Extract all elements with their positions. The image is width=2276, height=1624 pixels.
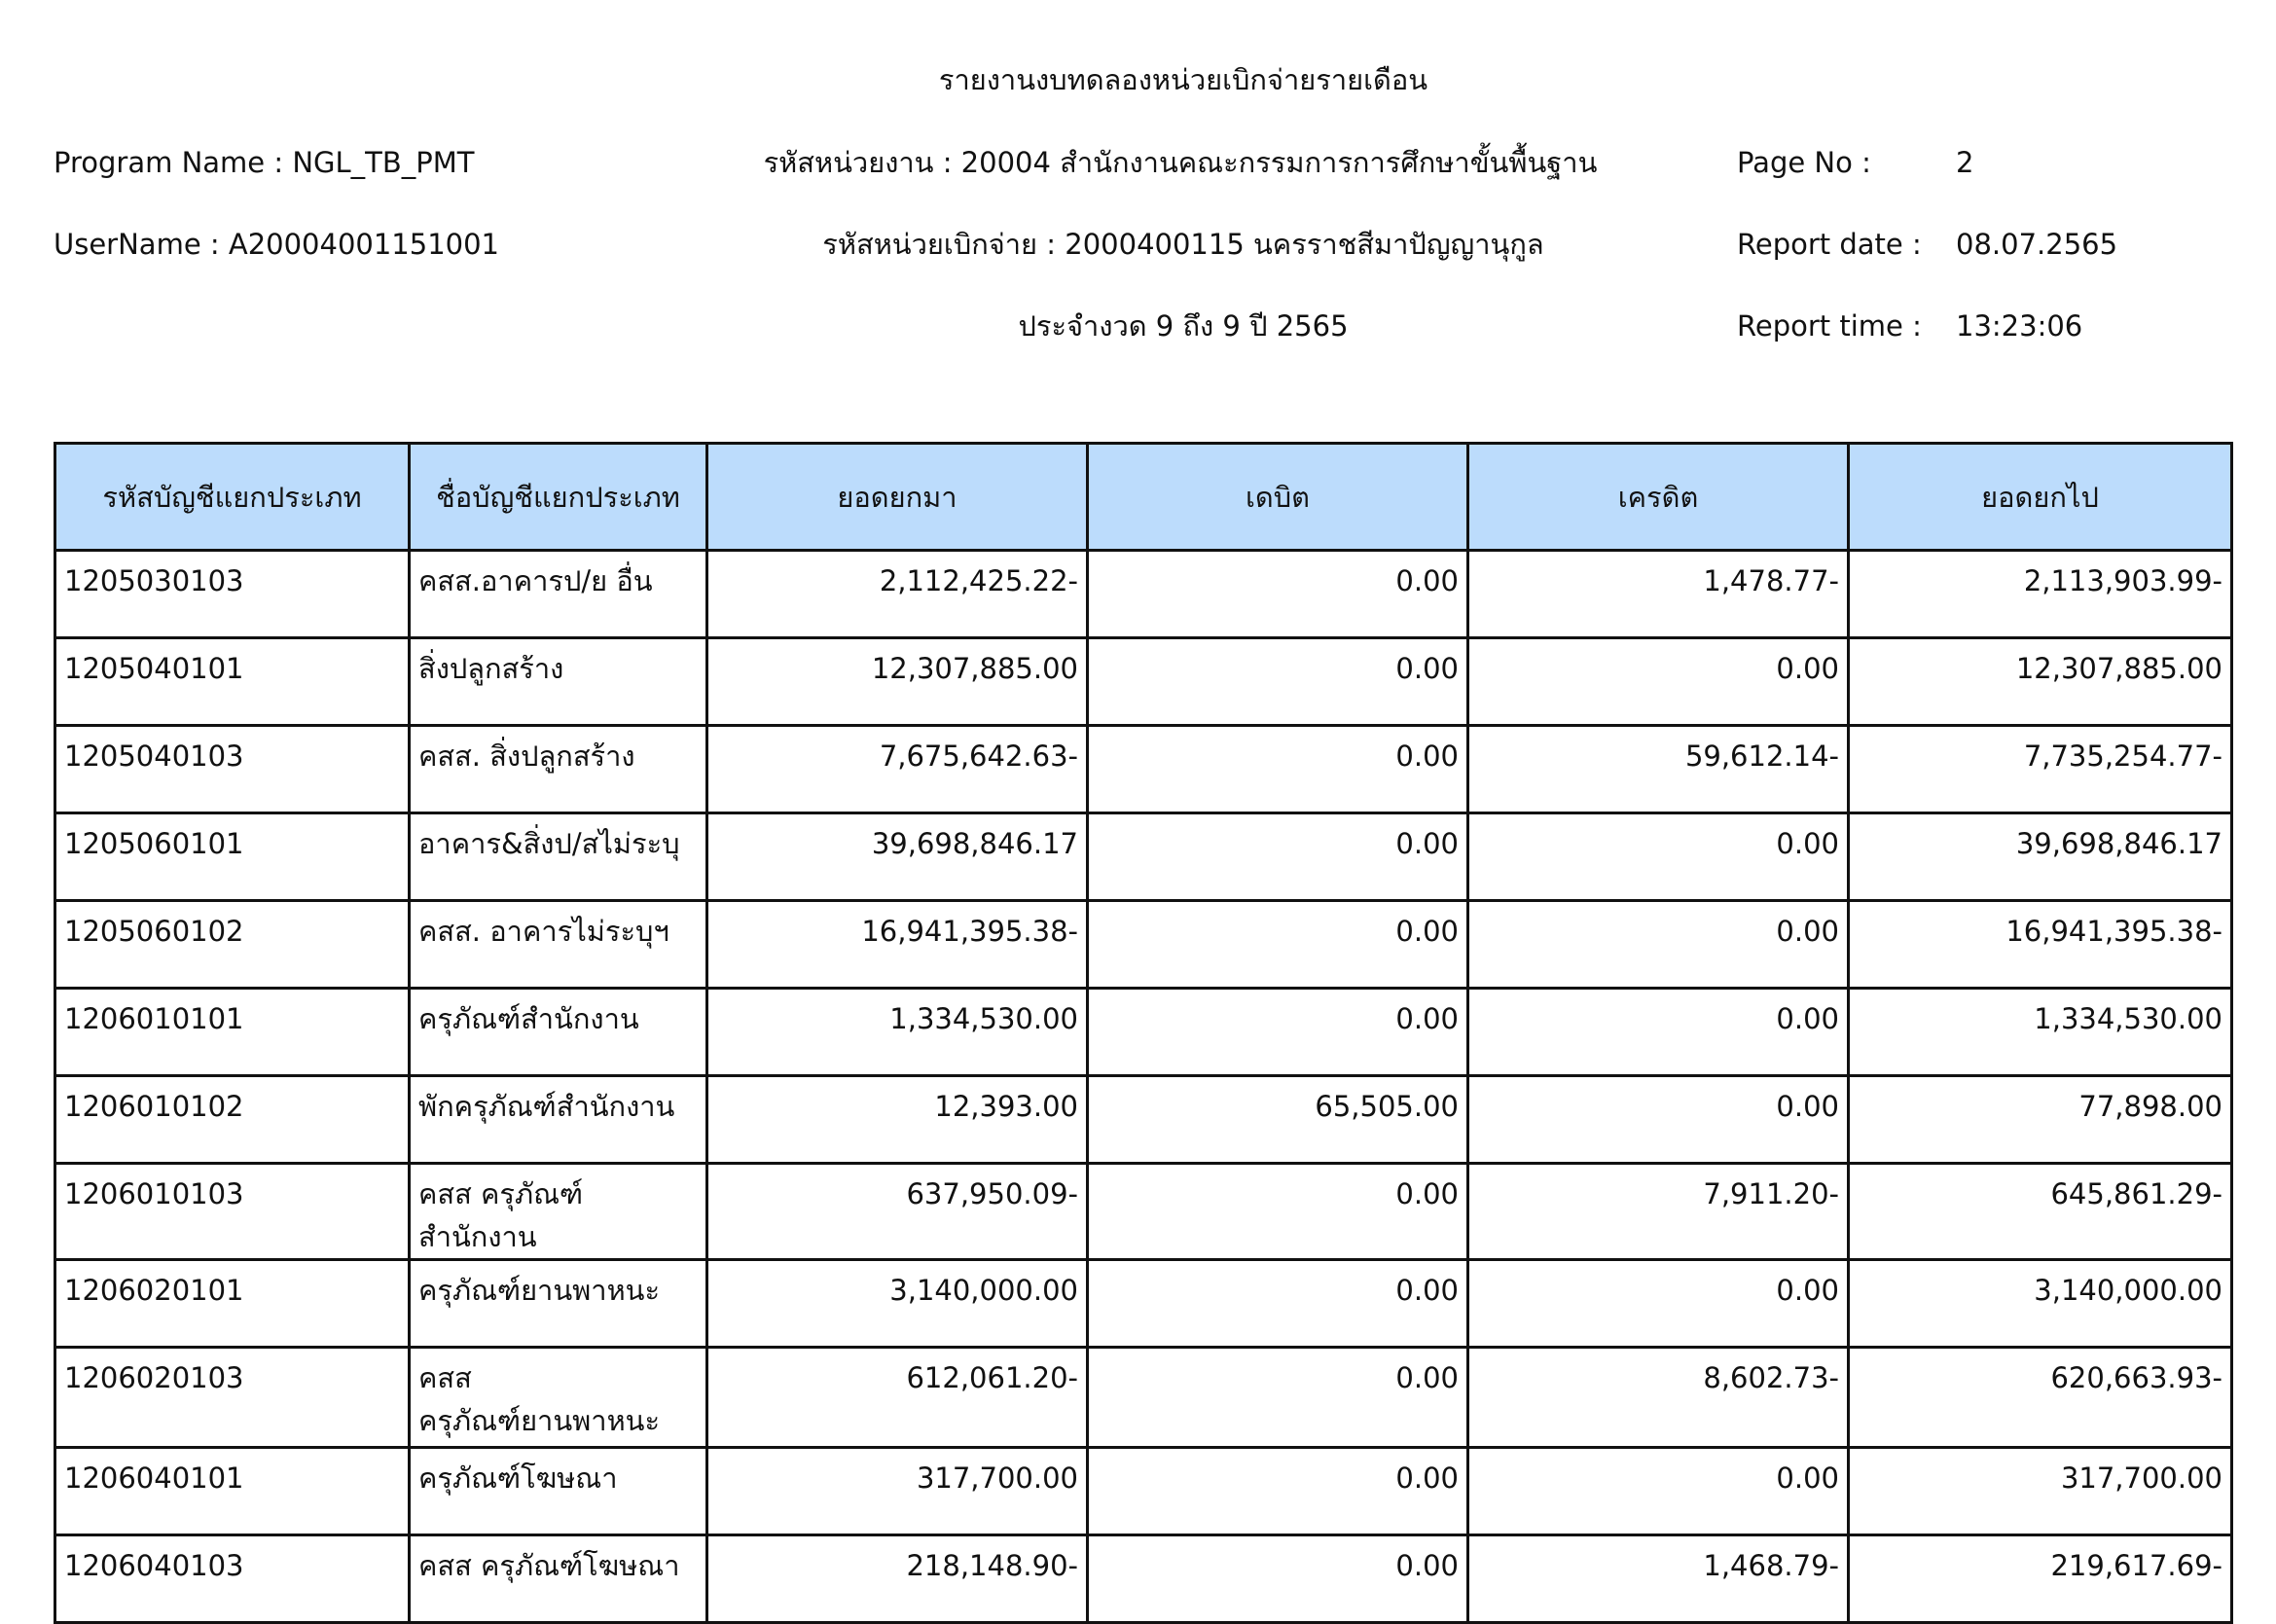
report-date-label: Report date : <box>1737 228 1922 261</box>
account-code-cell: 1205060102 <box>55 901 410 989</box>
table-row <box>55 638 2232 726</box>
debit-cell: 0.00 <box>1088 551 1468 638</box>
debit-cell: 0.00 <box>1088 638 1468 726</box>
brought-forward-cell: 3,140,000.00 <box>707 1260 1088 1348</box>
carried-forward-cell: 1,334,530.00 <box>1849 989 2232 1076</box>
brought-forward-cell: 612,061.20- <box>707 1348 1088 1448</box>
carried-forward-cell: 317,700.00 <box>1849 1448 2232 1535</box>
column-header-brought-forward: ยอดยกมา <box>707 444 1088 551</box>
carried-forward-cell: 2,113,903.99- <box>1849 551 2232 638</box>
credit-cell: 8,602.73- <box>1468 1348 1849 1448</box>
table-row <box>55 1535 2232 1623</box>
carried-forward-cell: 3,140,000.00 <box>1849 1260 2232 1348</box>
brought-forward-cell: 317,700.00 <box>707 1448 1088 1535</box>
report-time-value: 13:23:06 <box>1956 309 2083 343</box>
table-row <box>55 1076 2232 1164</box>
report-time-label: Report time : <box>1737 309 1922 343</box>
debit-cell: 0.00 <box>1088 1535 1468 1623</box>
page-no-label: Page No : <box>1737 146 1871 179</box>
table-row <box>55 813 2232 901</box>
account-code-cell: 1205040101 <box>55 638 410 726</box>
carried-forward-cell: 7,735,254.77- <box>1849 726 2232 813</box>
credit-cell: 0.00 <box>1468 901 1849 989</box>
table-row <box>55 726 2232 813</box>
disbursing-unit: รหัสหน่วยเบิกจ่าย : 2000400115 นครราชสีมาปัญญานุกูล <box>822 228 1544 261</box>
account-code-cell: 1206040101 <box>55 1448 410 1535</box>
table-header-row <box>55 444 2232 551</box>
brought-forward-cell: 12,393.00 <box>707 1076 1088 1164</box>
report-title: รายงานงบทดลองหน่วยเบิกจ่ายรายเดือน <box>938 63 1428 96</box>
column-header-debit: เดบิต <box>1088 444 1468 551</box>
agency-code: รหัสหน่วยงาน : 20004 สำนักงานคณะกรรมการการศึกษาขั้นพื้นฐาน <box>763 146 1598 179</box>
debit-cell: 0.00 <box>1088 726 1468 813</box>
trial-balance-table <box>54 442 2233 1624</box>
carried-forward-cell: 16,941,395.38- <box>1849 901 2232 989</box>
carried-forward-cell: 219,617.69- <box>1849 1535 2232 1623</box>
credit-cell: 0.00 <box>1468 1448 1849 1535</box>
table-row <box>55 1260 2232 1348</box>
account-code-cell: 1206020101 <box>55 1260 410 1348</box>
debit-cell: 0.00 <box>1088 1260 1468 1348</box>
table-row <box>55 1448 2232 1535</box>
brought-forward-cell: 12,307,885.00 <box>707 638 1088 726</box>
column-header-account-code: รหัสบัญชีแยกประเภท <box>55 444 410 551</box>
account-code-cell: 1205040103 <box>55 726 410 813</box>
account-name-cell: คสส. อาคารไม่ระบุฯ <box>410 901 707 989</box>
debit-cell: 0.00 <box>1088 1348 1468 1448</box>
credit-cell: 0.00 <box>1468 638 1849 726</box>
brought-forward-cell: 7,675,642.63- <box>707 726 1088 813</box>
brought-forward-cell: 218,148.90- <box>707 1535 1088 1623</box>
table-row <box>55 551 2232 638</box>
debit-cell: 0.00 <box>1088 901 1468 989</box>
table-row <box>55 901 2232 989</box>
carried-forward-cell: 77,898.00 <box>1849 1076 2232 1164</box>
account-name-cell: คสส ครุภัณฑ์สำนักงาน <box>410 1164 707 1260</box>
carried-forward-cell: 39,698,846.17 <box>1849 813 2232 901</box>
account-name-cell: คสส ครุภัณฑ์โฆษณา <box>410 1535 707 1623</box>
credit-cell: 1,468.79- <box>1468 1535 1849 1623</box>
account-code-cell: 1206010101 <box>55 989 410 1076</box>
account-name-cell: สิ่งปลูกสร้าง <box>410 638 707 726</box>
account-code-cell: 1206020103 <box>55 1348 410 1448</box>
account-code-cell: 1206040103 <box>55 1535 410 1623</box>
page-no-value: 2 <box>1956 146 1974 179</box>
column-header-credit: เครดิต <box>1468 444 1849 551</box>
credit-cell: 0.00 <box>1468 813 1849 901</box>
carried-forward-cell: 645,861.29- <box>1849 1164 2232 1260</box>
report-date-value: 08.07.2565 <box>1956 228 2118 261</box>
account-name-cell: อาคาร&สิ่งป/สไม่ระบุ <box>410 813 707 901</box>
account-name-cell: ครุภัณฑ์โฆษณา <box>410 1448 707 1535</box>
account-code-cell: 1206010103 <box>55 1164 410 1260</box>
brought-forward-cell: 1,334,530.00 <box>707 989 1088 1076</box>
credit-cell: 0.00 <box>1468 1076 1849 1164</box>
carried-forward-cell: 12,307,885.00 <box>1849 638 2232 726</box>
credit-cell: 0.00 <box>1468 989 1849 1076</box>
account-code-cell: 1206010102 <box>55 1076 410 1164</box>
account-name-cell: ครุภัณฑ์สำนักงาน <box>410 989 707 1076</box>
username: UserName : A20004001151001 <box>54 228 500 261</box>
carried-forward-cell: 620,663.93- <box>1849 1348 2232 1448</box>
account-name-cell: ครุภัณฑ์ยานพาหนะ <box>410 1260 707 1348</box>
brought-forward-cell: 637,950.09- <box>707 1164 1088 1260</box>
brought-forward-cell: 39,698,846.17 <box>707 813 1088 901</box>
table-row <box>55 1164 2232 1260</box>
table-row <box>55 1348 2232 1448</box>
account-name-cell: พักครุภัณฑ์สำนักงาน <box>410 1076 707 1164</box>
period: ประจำงวด 9 ถึง 9 ปี 2565 <box>1018 309 1349 343</box>
credit-cell: 59,612.14- <box>1468 726 1849 813</box>
account-code-cell: 1205030103 <box>55 551 410 638</box>
table-row <box>55 989 2232 1076</box>
brought-forward-cell: 16,941,395.38- <box>707 901 1088 989</box>
debit-cell: 0.00 <box>1088 813 1468 901</box>
brought-forward-cell: 2,112,425.22- <box>707 551 1088 638</box>
credit-cell: 0.00 <box>1468 1260 1849 1348</box>
account-name-cell: คสส. สิ่งปลูกสร้าง <box>410 726 707 813</box>
credit-cell: 7,911.20- <box>1468 1164 1849 1260</box>
account-name-cell: คสส.อาคารป/ย อื่น <box>410 551 707 638</box>
column-header-carried-forward: ยอดยกไป <box>1849 444 2232 551</box>
program-name: Program Name : NGL_TB_PMT <box>54 146 475 179</box>
account-name-cell: คสส ครุภัณฑ์ยานพาหนะ <box>410 1348 707 1448</box>
column-header-account-name: ชื่อบัญชีแยกประเภท <box>410 444 707 551</box>
debit-cell: 0.00 <box>1088 1448 1468 1535</box>
account-code-cell: 1205060101 <box>55 813 410 901</box>
credit-cell: 1,478.77- <box>1468 551 1849 638</box>
debit-cell: 0.00 <box>1088 989 1468 1076</box>
debit-cell: 65,505.00 <box>1088 1076 1468 1164</box>
debit-cell: 0.00 <box>1088 1164 1468 1260</box>
